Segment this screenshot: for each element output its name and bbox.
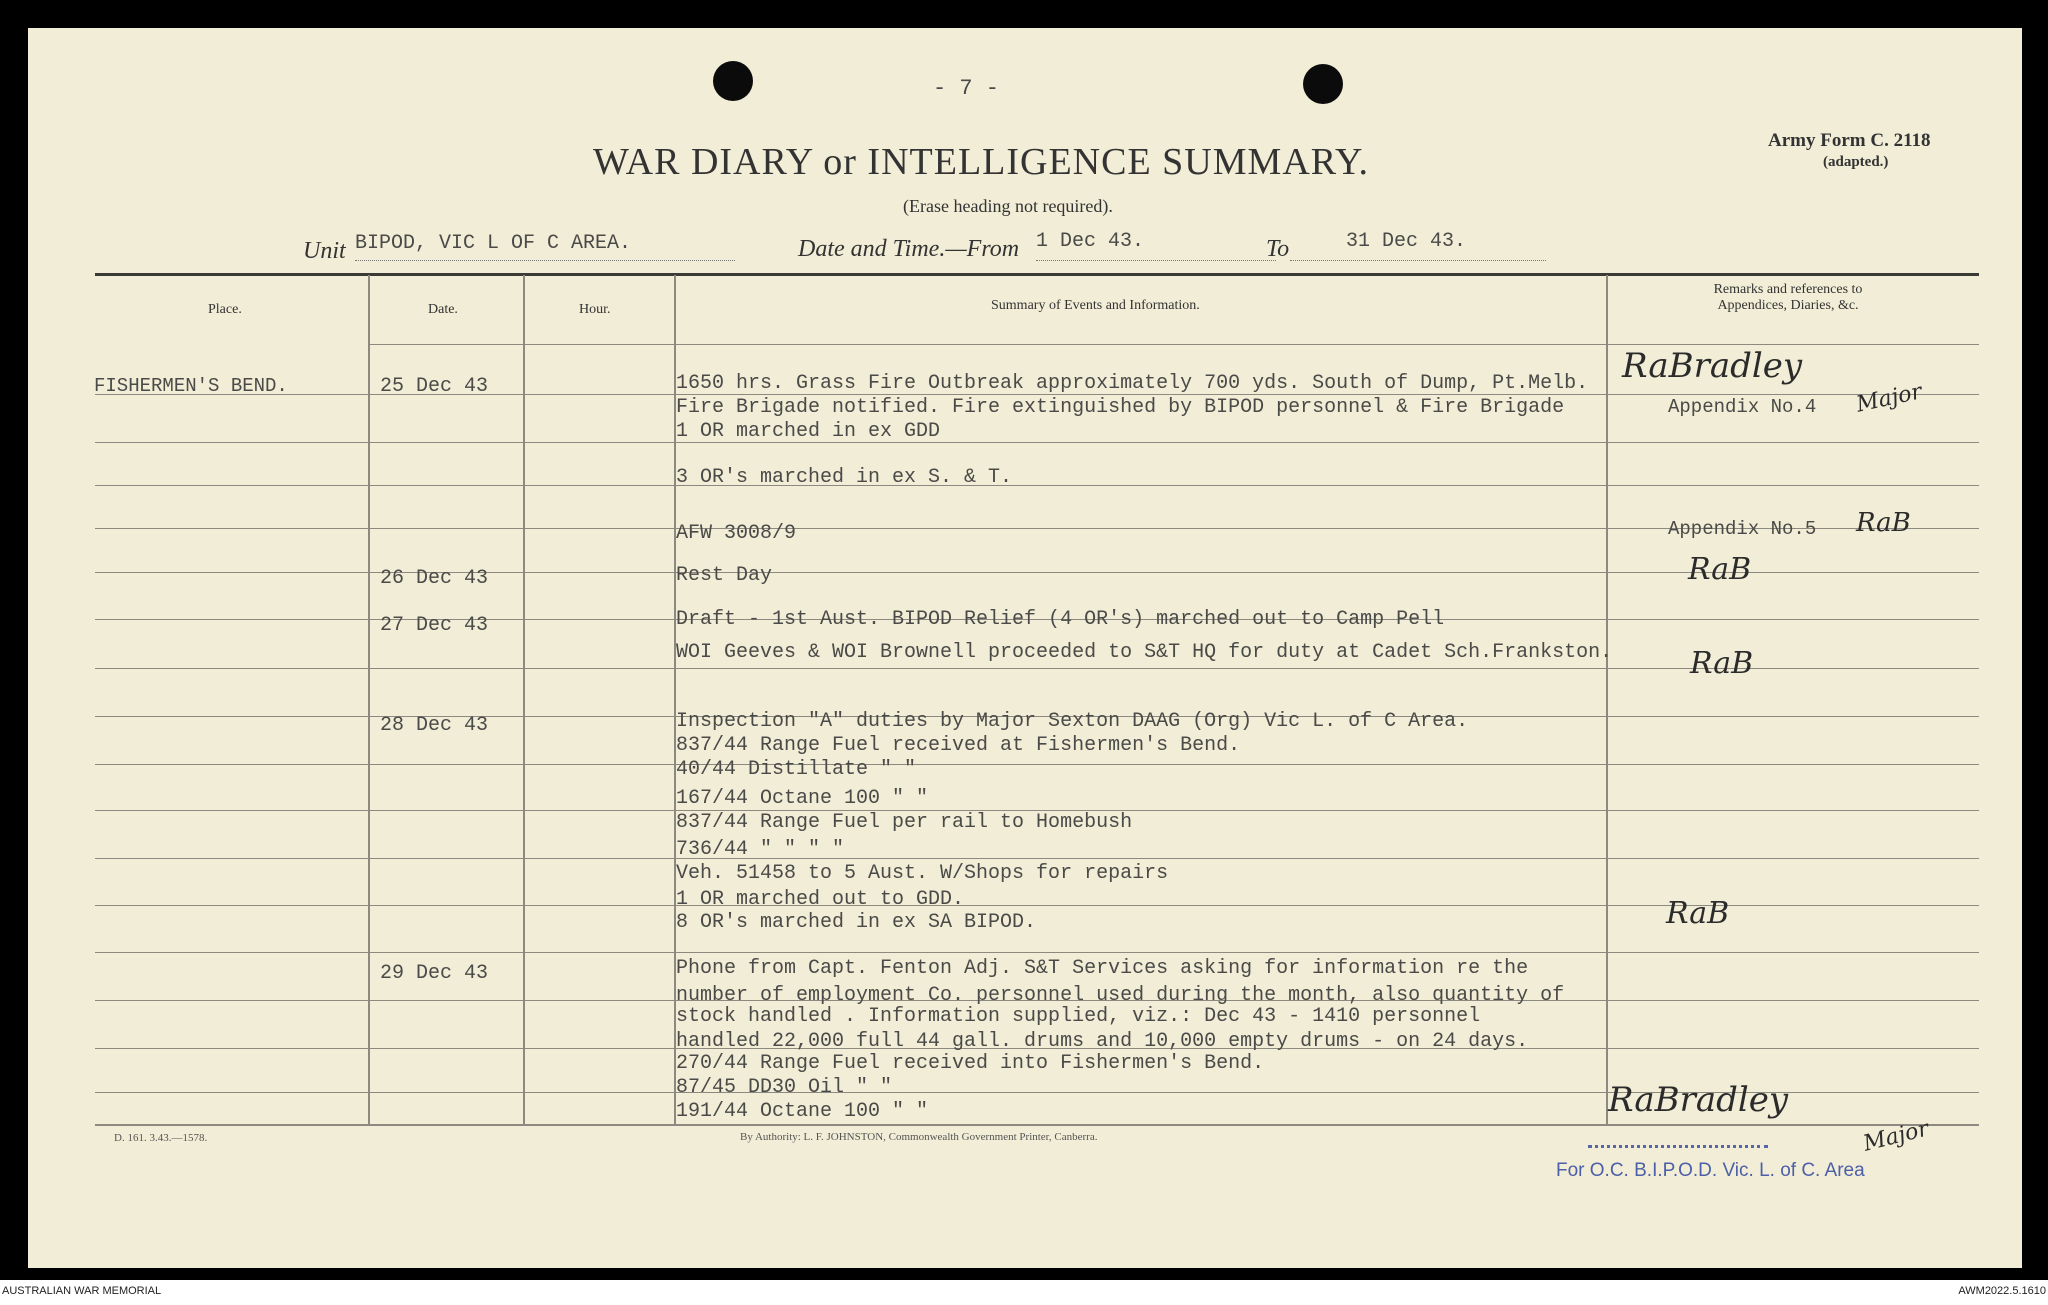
- archive-reference: AWM2022.5.1610: [1958, 1285, 2046, 1297]
- form-title: WAR DIARY or INTELLIGENCE SUMMARY.: [593, 141, 1370, 183]
- date-entry-28: 28 Dec 43: [380, 714, 489, 737]
- summary-line: AFW 3008/9: [676, 522, 797, 545]
- page-number: - 7 -: [933, 76, 1000, 101]
- summary-line: 837/44 Range Fuel received at Fishermen's Bend.: [676, 734, 1241, 757]
- summary-line: stock handled . Information supplied, viz.: Dec 43 - 1410 personnel: [676, 1005, 1481, 1028]
- punch-hole-left: [713, 61, 753, 101]
- unit-label: Unit: [303, 238, 346, 264]
- unit-value: BIPOD, VIC L OF C AREA.: [355, 232, 632, 255]
- army-form-note: (adapted.): [1823, 154, 1889, 170]
- footer-form-code: D. 161. 3.43.—1578.: [114, 1132, 208, 1144]
- col-divider-summary: [1606, 275, 1608, 1125]
- header-rule: [368, 344, 1979, 345]
- signature-rank-bottom: Major: [1860, 1116, 1932, 1157]
- signature-full: RaBradley: [1622, 346, 1803, 386]
- initials-26-dec: RaB: [1688, 552, 1752, 587]
- date-time-label: Date and Time.—From: [798, 236, 1020, 262]
- summary-line: Phone from Capt. Fenton Adj. S&T Services asking for information re the: [676, 957, 1529, 980]
- col-header-hour: Hour.: [579, 302, 611, 317]
- date-entry-25: 25 Dec 43: [380, 375, 489, 398]
- to-dotted-line: [1290, 260, 1546, 261]
- footer-printer: By Authority: L. F. JOHNSTON, Commonwealth Government Printer, Canberra.: [740, 1131, 1098, 1143]
- col-divider-place: [368, 275, 370, 1125]
- punch-hole-right: [1303, 64, 1343, 104]
- initials-28-dec: RaB: [1666, 896, 1730, 931]
- from-dotted-line: [1036, 260, 1276, 261]
- date-to: 31 Dec 43.: [1346, 230, 1467, 253]
- archive-name: AUSTRALIAN WAR MEMORIAL: [2, 1285, 162, 1297]
- summary-line: 87/45 DD30 Oil " ": [676, 1076, 893, 1099]
- summary-line: 1650 hrs. Grass Fire Outbreak approximately 700 yds. South of Dump, Pt.Melb.: [676, 372, 1589, 395]
- summary-line: handled 22,000 full 44 gall. drums and 10,000 empty drums - on 24 days.: [676, 1030, 1529, 1053]
- table-top-rule: [95, 273, 1979, 276]
- date-entry-27: 27 Dec 43: [380, 614, 489, 637]
- summary-line: WOI Geeves & WOI Brownell proceeded to S&T HQ for duty at Cadet Sch.Frankston.: [676, 641, 1613, 664]
- unit-dotted-line: [355, 260, 735, 261]
- appendix-5: Appendix No.5: [1668, 518, 1817, 540]
- initials-27-dec: RaB: [1690, 646, 1754, 681]
- summary-line: 3 OR's marched in ex S. & T.: [676, 466, 1013, 489]
- summary-line: 1 OR marched out to GDD.: [676, 888, 965, 911]
- date-entry-29: 29 Dec 43: [380, 962, 489, 985]
- archive-footer-bar: [0, 1280, 2048, 1305]
- date-from: 1 Dec 43.: [1036, 230, 1145, 253]
- col-header-summary: Summary of Events and Information.: [991, 298, 1200, 313]
- summary-line: 167/44 Octane 100 " ": [676, 787, 929, 810]
- army-form-label: Army Form C. 2118: [1768, 130, 1931, 151]
- initials-appendix-5: RaB: [1856, 508, 1911, 538]
- summary-line: Rest Day: [676, 564, 773, 587]
- summary-line: Draft - 1st Aust. BIPOD Relief (4 OR's) marched out to Camp Pell: [676, 608, 1445, 631]
- date-entry-26: 26 Dec 43: [380, 567, 489, 590]
- signature-full-bottom: RaBradley: [1608, 1080, 1789, 1120]
- diary-page: [28, 28, 2022, 1268]
- summary-line: Fire Brigade notified. Fire extinguished by BIPOD personnel & Fire Brigade: [676, 396, 1565, 419]
- form-subtitle: (Erase heading not required).: [903, 196, 1113, 216]
- signature-rank: Major: [1854, 379, 1925, 418]
- place-entry: FISHERMEN'S BEND.: [94, 375, 288, 397]
- summary-line: 736/44 " " " ": [676, 838, 845, 861]
- stamp-dotted-rule: [1588, 1145, 1768, 1148]
- table-bottom-rule: [95, 1124, 1979, 1126]
- summary-line: 40/44 Distillate " ": [676, 758, 917, 781]
- summary-line: number of employment Co. personnel used during the month, also quantity of: [676, 984, 1565, 1007]
- summary-line: 1 OR marched in ex GDD: [676, 420, 941, 443]
- summary-line: 8 OR's marched in ex SA BIPOD.: [676, 911, 1037, 934]
- to-label: To: [1266, 236, 1290, 262]
- summary-line: Veh. 51458 to 5 Aust. W/Shops for repairs: [676, 862, 1169, 885]
- col-header-date: Date.: [428, 302, 458, 317]
- col-divider-date: [523, 275, 525, 1125]
- summary-line: Inspection "A" duties by Major Sexton DAAG (Org) Vic L. of C Area.: [676, 710, 1469, 733]
- office-stamp: For O.C. B.I.P.O.D. Vic. L. of C. Area: [1556, 1160, 1865, 1181]
- appendix-4: Appendix No.4: [1668, 396, 1817, 418]
- summary-line: 270/44 Range Fuel received into Fishermen's Bend.: [676, 1052, 1265, 1075]
- summary-line: 191/44 Octane 100 " ": [676, 1100, 929, 1123]
- summary-line: 837/44 Range Fuel per rail to Homebush: [676, 811, 1133, 834]
- col-header-place: Place.: [208, 302, 242, 317]
- col-header-remarks: Remarks and references to Appendices, Diaries, &c.: [1713, 282, 1863, 313]
